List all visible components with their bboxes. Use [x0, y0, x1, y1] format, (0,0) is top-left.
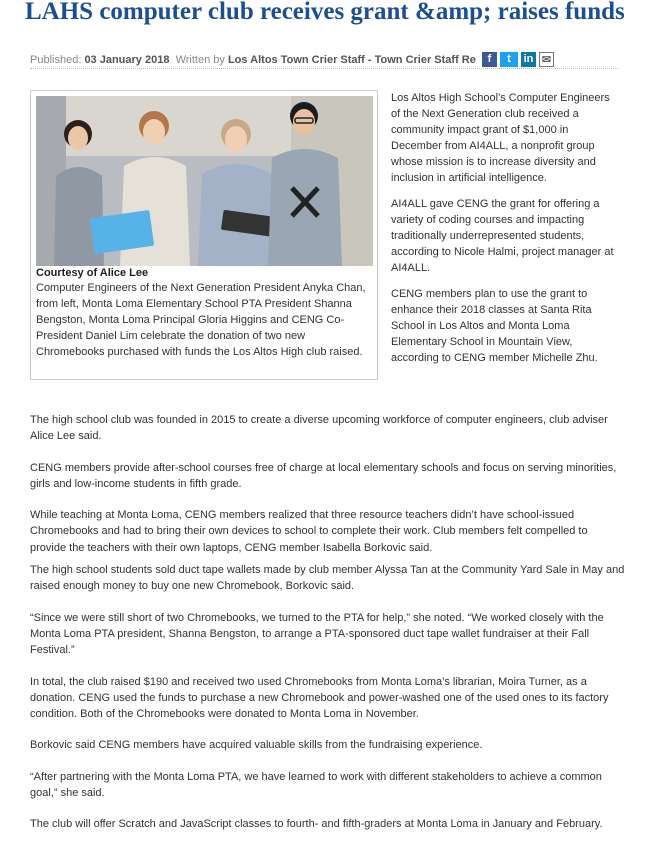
article-photo[interactable] — [36, 96, 373, 266]
body-paragraph: In total, the club raised $190 and received two used Chromebooks from Monta Loma’s librarian, Moira Turner, as a donation. CENG used the funds to purchase a new Chromebook and power-washed one of the used ones to its factory condition. Both of the Chromebooks were donated to Monta Loma in November. — [30, 675, 609, 721]
body-paragraph: The high school students sold duct tape wallets made by club member Alyssa Tan at the Community Yard Sale in May and raised enough money to buy one new Chromebook, Borkovic said. — [30, 564, 625, 593]
body-paragraph: While teaching at Monta Loma, CENG members realized that three resource teachers didn’t have school-issued Chromebooks and had to bring their own devices to school to complete their work. Club members felt compelled to provide the teachers with their own laptops, CENG member Isabella Borkovic said. — [30, 509, 588, 554]
share-buttons — [482, 52, 554, 68]
intro-paragraph: CENG members plan to use the grant to enhance their 2018 classes at Santa Rita School in Los Altos and Monta Loma Elementary School in Mountain View, according to CENG member Michelle Zhu. — [391, 288, 598, 364]
intro-column — [391, 90, 615, 376]
intro-paragraph: AI4ALL gave CENG the grant for offering a variety of coding courses and impacting traditionally underrepresented students, according to Nicole Halmi, project manager at AI4ALL. — [391, 198, 614, 274]
body-paragraph: CENG members provide after-school courses free of charge at local elementary schools and focus on serving minorities, girls and low-income students in fifth grade. — [30, 461, 617, 490]
article-body — [30, 412, 625, 848]
twitter-share-icon[interactable]: t — [500, 52, 518, 67]
meta-divider — [30, 68, 618, 69]
author-name[interactable]: Los Altos Town Crier Staff - Town Crier Staff Re — [227, 54, 476, 66]
body-paragraph: The high school club was founded in 2015 to create a diverse upcoming workforce of computer engineers, club adviser Alice Lee said. — [30, 414, 608, 443]
article-title: LAHS computer club receives grant &amp; raises funds — [25, 0, 625, 25]
intro-paragraph: Los Altos High School’s Computer Engineers of the Next Generation club received a community impact grant of $1,000 in December from AI4ALL, a nonprofit group whose mission is to increase diversity and inclusion in artificial intelligence. — [391, 92, 610, 184]
photo-figure — [30, 90, 378, 380]
linkedin-share-icon[interactable]: in — [521, 52, 536, 67]
photo-caption: Computer Engineers of the Next Generation President Anyka Chan, from left, Monta Loma Elementary School PTA President Shanna Bengston, Monta Loma Principal Gloria Higgins and CENG Co-President Daniel Lim celebrate the donation of two new Chromebooks purchased with funds the Los Altos High club raised. — [36, 282, 366, 358]
published-label: Published: — [30, 54, 82, 66]
body-paragraph: “Since we were still short of two Chromebooks, we turned to the PTA for help,” she noted. “We worked closely with the Monta Loma PTA president, Shanna Bengston, to arrange a PTA-sponsored duct tape wallet fundraiser at their Fall Festival.” — [30, 611, 604, 657]
photo-illustration — [36, 96, 373, 266]
photo-credit: Courtesy of Alice Lee — [36, 267, 149, 279]
body-paragraph: The club will offer Scratch and JavaScript classes to fourth- and fifth-graders at Monta Loma in January and February. — [30, 818, 603, 831]
body-paragraph: “After partnering with the Monta Loma PTA, we have learned to work with different stakeholders to achieve a common goal,” she said. — [30, 770, 602, 800]
facebook-share-icon[interactable]: f — [482, 52, 497, 67]
published-date: 03 January 2018 — [84, 54, 170, 66]
written-by-label: Written by — [175, 54, 225, 66]
body-paragraph: Borkovic said CENG members have acquired valuable skills from the fundraising experience. — [30, 739, 483, 752]
email-share-icon[interactable]: ✉ — [539, 52, 554, 67]
